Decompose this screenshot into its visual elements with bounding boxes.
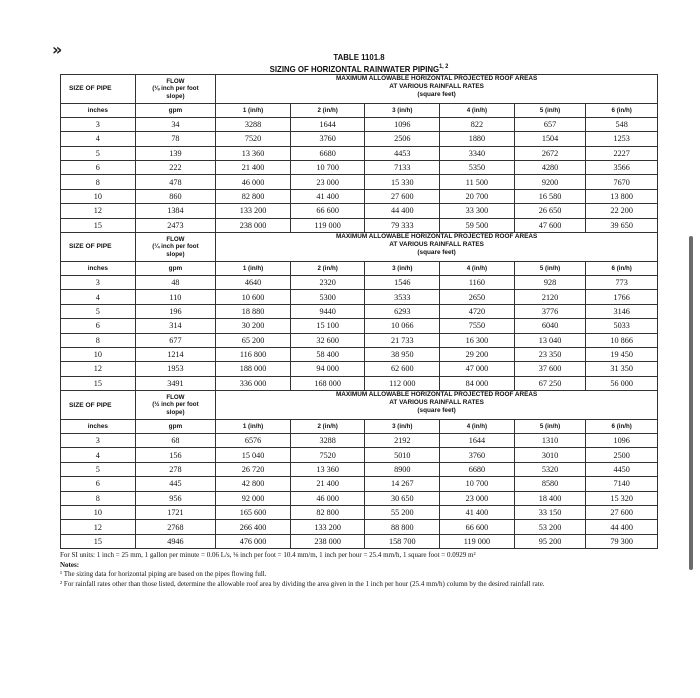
flow-gpm-cell: 2473 [135,218,216,232]
pipe-size-cell: 15 [61,218,136,232]
roof-area-cell: 46 000 [216,175,291,189]
roof-area-cell: 92 000 [216,491,291,505]
roof-area-cell: 21 733 [365,333,440,347]
roof-area-cell: 13 360 [290,462,365,476]
roof-area-cell: 1644 [290,117,365,131]
roof-area-cell: 23 350 [514,347,586,361]
roof-area-cell: 133 200 [216,204,291,218]
rate-header: 1 (in/h) [216,261,291,275]
table-row [61,275,658,289]
roof-area-header [216,74,658,99]
rate-header: 6 (in/h) [586,103,658,117]
area-title-line3: (square feet) [417,90,456,98]
roof-area-cell: 29 200 [440,347,515,361]
roof-area-cell: 4720 [440,304,515,318]
roof-area-cell: 82 800 [216,189,291,203]
area-title-line1: MAXIMUM ALLOWABLE HORIZONTAL PROJECTED ROOF AREAS [335,232,538,240]
roof-area-cell: 266 400 [216,520,291,534]
roof-area-cell: 548 [586,117,658,131]
pipe-size-cell: 12 [61,204,136,218]
roof-area-cell: 928 [514,275,586,289]
roof-area-cell: 238 000 [290,534,365,548]
roof-area-cell: 19 450 [586,347,658,361]
roof-area-cell: 7670 [586,175,658,189]
roof-area-cell: 773 [586,275,658,289]
roof-area-cell: 13 800 [586,189,658,203]
roof-area-cell: 2650 [440,290,515,304]
roof-area-cell: 27 600 [365,189,440,203]
roof-area-cell: 10 600 [216,290,291,304]
roof-area-cell: 47 600 [514,218,586,232]
flow-gpm-cell: 222 [135,161,216,175]
roof-area-cell: 11 500 [440,175,515,189]
table-row [61,132,658,146]
pipe-size-cell: 8 [61,491,136,505]
gpm-header: gpm [135,103,216,117]
roof-area-cell: 4280 [514,161,586,175]
roof-area-cell: 18 400 [514,491,586,505]
roof-area-cell: 79 300 [586,534,658,548]
roof-area-cell: 67 250 [514,376,586,390]
roof-area-cell: 16 580 [514,189,586,203]
collapse-chevron-icon[interactable]: » [52,40,63,59]
flow-slope: (⅛ inch per foot [152,85,199,93]
flow-gpm-cell: 4946 [135,534,216,548]
inches-header: inches [61,420,136,434]
roof-area-cell: 79 333 [365,218,440,232]
roof-area-cell: 65 200 [216,333,291,347]
roof-area-cell: 95 200 [514,534,586,548]
table-row [61,520,658,534]
roof-area-cell: 5320 [514,462,586,476]
roof-area-cell: 15 320 [586,491,658,505]
pipe-size-cell: 12 [61,520,136,534]
flow-gpm-cell: 68 [135,434,216,448]
pipe-size-cell: 8 [61,175,136,189]
flow-gpm-cell: 3491 [135,376,216,390]
roof-area-cell: 26 720 [216,462,291,476]
roof-area-cell: 119 000 [440,534,515,548]
roof-area-cell: 476 000 [216,534,291,548]
pipe-size-cell: 12 [61,362,136,376]
roof-area-cell: 31 350 [586,362,658,376]
roof-area-cell: 822 [440,117,515,131]
section-header-row [61,391,658,416]
table-row [61,218,658,232]
area-title-line2: AT VARIOUS RAINFALL RATES [389,399,484,407]
unit-header-row [61,420,658,434]
rate-header: 2 (in/h) [290,420,365,434]
note-2: ² For rainfall rates other than those listed, determine the allowable roof area by dividing the area given in the 1 inch per hour (25.4 mm/h) column by the desired rainfall rate. [60,579,545,588]
table-row [61,376,658,390]
roof-area-cell: 116 800 [216,347,291,361]
roof-area-cell: 20 700 [440,189,515,203]
roof-area-cell: 1096 [586,434,658,448]
flow-gpm-cell: 314 [135,319,216,333]
roof-area-cell: 4453 [365,146,440,160]
roof-area-cell: 1096 [365,117,440,131]
flow-header [135,74,216,103]
roof-area-cell: 5010 [365,448,440,462]
roof-area-cell: 84 000 [440,376,515,390]
roof-area-cell: 6576 [216,434,291,448]
roof-area-cell: 7133 [365,161,440,175]
rate-header: 4 (in/h) [440,103,515,117]
table-row [61,117,658,131]
roof-area-cell: 2506 [365,132,440,146]
roof-area-cell: 32 600 [290,333,365,347]
flow-gpm-cell: 860 [135,189,216,203]
roof-area-cell: 30 650 [365,491,440,505]
roof-area-cell: 21 400 [216,161,291,175]
roof-area-cell: 3566 [586,161,658,175]
pipe-size-cell: 4 [61,448,136,462]
pipe-size-cell: 6 [61,477,136,491]
flow-label: FLOW [166,393,185,401]
roof-area-header [216,391,658,416]
roof-area-cell: 3760 [440,448,515,462]
roof-area-cell: 112 000 [365,376,440,390]
roof-area-cell: 6040 [514,319,586,333]
section-header-row [61,74,658,99]
roof-area-cell: 66 600 [440,520,515,534]
gpm-header: gpm [135,261,216,275]
flow-label: FLOW [166,235,185,243]
rate-header: 2 (in/h) [290,103,365,117]
roof-area-cell: 62 600 [365,362,440,376]
roof-area-cell: 26 650 [514,204,586,218]
pipe-size-cell: 4 [61,290,136,304]
roof-area-cell: 21 400 [290,477,365,491]
roof-area-cell: 2500 [586,448,658,462]
flow-gpm-cell: 445 [135,477,216,491]
pipe-size-cell: 3 [61,117,136,131]
rate-header: 3 (in/h) [365,103,440,117]
unit-header-row [61,103,658,117]
roof-area-cell: 1644 [440,434,515,448]
roof-area-cell: 42 800 [216,477,291,491]
roof-area-cell: 6680 [440,462,515,476]
flow-header [135,232,216,261]
rate-header: 6 (in/h) [586,420,658,434]
roof-area-cell: 10 700 [440,477,515,491]
roof-area-cell: 14 267 [365,477,440,491]
table-row [61,491,658,505]
roof-area-cell: 44 400 [586,520,658,534]
roof-area-cell: 38 950 [365,347,440,361]
roof-area-cell: 55 200 [365,506,440,520]
rate-header: 5 (in/h) [514,103,586,117]
table-title [84,52,634,74]
roof-area-cell: 3533 [365,290,440,304]
roof-area-cell: 7550 [440,319,515,333]
roof-area-cell: 3760 [290,132,365,146]
roof-area-cell: 15 040 [216,448,291,462]
roof-area-cell: 4640 [216,275,291,289]
roof-area-cell: 88 800 [365,520,440,534]
table-row [61,448,658,462]
roof-area-cell: 13 040 [514,333,586,347]
pipe-size-cell: 15 [61,534,136,548]
table-row [61,304,658,318]
area-title-line2: AT VARIOUS RAINFALL RATES [389,240,484,248]
table-row [61,434,658,448]
flow-gpm-cell: 1721 [135,506,216,520]
flow-gpm-cell: 110 [135,290,216,304]
roof-area-cell: 1766 [586,290,658,304]
pipe-size-cell: 4 [61,132,136,146]
roof-area-cell: 7520 [290,448,365,462]
table-row [61,534,658,548]
roof-area-header [216,232,658,257]
rate-header: 1 (in/h) [216,103,291,117]
roof-area-cell: 66 600 [290,204,365,218]
flow-gpm-cell: 1214 [135,347,216,361]
table-row [61,290,658,304]
gpm-header: gpm [135,420,216,434]
flow-gpm-cell: 139 [135,146,216,160]
flow-gpm-cell: 48 [135,275,216,289]
table-row [61,161,658,175]
roof-area-cell: 1504 [514,132,586,146]
roof-area-cell: 2227 [586,146,658,160]
table-number: TABLE 1101.8 [333,52,385,62]
table-row [61,333,658,347]
size-of-pipe-header: SIZE OF PIPE [61,74,136,103]
size-of-pipe-header: SIZE OF PIPE [61,391,136,420]
roof-area-cell: 16 300 [440,333,515,347]
table-row [61,347,658,361]
roof-area-cell: 7520 [216,132,291,146]
rate-header: 2 (in/h) [290,261,365,275]
pipe-size-cell: 10 [61,347,136,361]
notes-label: Notes: [60,560,80,569]
roof-area-cell: 2120 [514,290,586,304]
pipe-size-cell: 6 [61,161,136,175]
rainwater-sizing-table [60,74,658,549]
unit-header-row [61,261,658,275]
roof-area-cell: 8580 [514,477,586,491]
flow-slope-end: slope) [166,92,185,100]
roof-area-cell: 1253 [586,132,658,146]
roof-area-cell: 46 000 [290,491,365,505]
area-title-line1: MAXIMUM ALLOWABLE HORIZONTAL PROJECTED ROOF AREAS [335,74,538,82]
inches-header: inches [61,103,136,117]
roof-area-cell: 3146 [586,304,658,318]
roof-area-cell: 158 700 [365,534,440,548]
table-row [61,146,658,160]
roof-area-cell: 53 200 [514,520,586,534]
roof-area-cell: 336 000 [216,376,291,390]
roof-area-cell: 47 000 [440,362,515,376]
flow-gpm-cell: 478 [135,175,216,189]
roof-area-cell: 41 400 [290,189,365,203]
flow-gpm-cell: 1953 [135,362,216,376]
pipe-size-cell: 5 [61,462,136,476]
flow-gpm-cell: 278 [135,462,216,476]
roof-area-cell: 8900 [365,462,440,476]
roof-area-cell: 18 880 [216,304,291,318]
roof-area-cell: 6680 [290,146,365,160]
rate-header: 4 (in/h) [440,420,515,434]
flow-slope: (¼ inch per foot [152,243,199,251]
si-units-note: For SI units: 1 inch = 25 mm, 1 gallon per minute = 0.06 L/s, ⅛ inch per foot = 10.4 mm/m, 1 inch per hour = 25.4 mm/h, 1 square foot = 0.0929 m² [60,551,476,560]
roof-area-cell: 30 200 [216,319,291,333]
rate-header: 6 (in/h) [586,261,658,275]
roof-area-cell: 9200 [514,175,586,189]
roof-area-cell: 1546 [365,275,440,289]
scrollbar-thumb[interactable] [689,236,693,570]
roof-area-cell: 56 000 [586,376,658,390]
pipe-size-cell: 15 [61,376,136,390]
flow-gpm-cell: 196 [135,304,216,318]
document-sheet [60,52,658,589]
roof-area-cell: 2672 [514,146,586,160]
roof-area-cell: 3010 [514,448,586,462]
rate-header: 3 (in/h) [365,261,440,275]
roof-area-cell: 2192 [365,434,440,448]
pipe-size-cell: 10 [61,189,136,203]
flow-label: FLOW [166,77,185,85]
roof-area-cell: 5300 [290,290,365,304]
inches-header: inches [61,261,136,275]
roof-area-cell: 2320 [290,275,365,289]
table-row [61,319,658,333]
roof-area-cell: 3776 [514,304,586,318]
table-row [61,362,658,376]
roof-area-cell: 238 000 [216,218,291,232]
pipe-size-cell: 6 [61,319,136,333]
area-title-line3: (square feet) [417,407,456,415]
table-footer [60,551,658,589]
flow-gpm-cell: 34 [135,117,216,131]
roof-area-cell: 10 700 [290,161,365,175]
flow-header [135,391,216,420]
rate-header: 4 (in/h) [440,261,515,275]
roof-area-cell: 41 400 [440,506,515,520]
roof-area-cell: 33 150 [514,506,586,520]
roof-area-cell: 657 [514,117,586,131]
table-row [61,506,658,520]
roof-area-cell: 9440 [290,304,365,318]
flow-gpm-cell: 956 [135,491,216,505]
roof-area-cell: 23 000 [290,175,365,189]
area-title-line3: (square feet) [417,248,456,256]
roof-area-cell: 4450 [586,462,658,476]
roof-area-cell: 3340 [440,146,515,160]
note-1: ¹ The sizing data for horizontal piping are based on the pipes flowing full. [60,570,267,579]
rate-header: 5 (in/h) [514,420,586,434]
roof-area-cell: 119 000 [290,218,365,232]
roof-area-cell: 188 000 [216,362,291,376]
flow-gpm-cell: 156 [135,448,216,462]
table-row [61,477,658,491]
title-superscript: 1, 2 [439,64,449,70]
roof-area-cell: 33 300 [440,204,515,218]
roof-area-cell: 15 330 [365,175,440,189]
table-row [61,189,658,203]
pipe-size-cell: 5 [61,304,136,318]
table-caption: SIZING OF HORIZONTAL RAINWATER PIPING$^{1, 2}$ [269,63,449,74]
table-row [61,175,658,189]
roof-area-cell: 37 600 [514,362,586,376]
section-header-row [61,232,658,257]
roof-area-cell: 13 360 [216,146,291,160]
roof-area-cell: 94 000 [290,362,365,376]
roof-area-cell: 3288 [290,434,365,448]
roof-area-cell: 58 400 [290,347,365,361]
roof-area-cell: 7140 [586,477,658,491]
roof-area-cell: 23 000 [440,491,515,505]
roof-area-cell: 44 400 [365,204,440,218]
pipe-size-cell: 8 [61,333,136,347]
flow-gpm-cell: 78 [135,132,216,146]
roof-area-cell: 1160 [440,275,515,289]
table-row [61,204,658,218]
roof-area-cell: 168 000 [290,376,365,390]
roof-area-cell: 10 066 [365,319,440,333]
table-row [61,462,658,476]
flow-slope-end: slope) [166,408,185,416]
roof-area-cell: 5350 [440,161,515,175]
rate-header: 3 (in/h) [365,420,440,434]
roof-area-cell: 27 600 [586,506,658,520]
flow-gpm-cell: 2768 [135,520,216,534]
pipe-size-cell: 3 [61,275,136,289]
pipe-size-cell: 3 [61,434,136,448]
roof-area-cell: 6293 [365,304,440,318]
pipe-size-cell: 10 [61,506,136,520]
flow-gpm-cell: 1384 [135,204,216,218]
roof-area-cell: 3288 [216,117,291,131]
flow-gpm-cell: 677 [135,333,216,347]
roof-area-cell: 39 650 [586,218,658,232]
flow-slope-end: slope) [166,250,185,258]
flow-slope: (½ inch per foot [152,401,199,409]
rate-header: 5 (in/h) [514,261,586,275]
rate-header: 1 (in/h) [216,420,291,434]
roof-area-cell: 5033 [586,319,658,333]
roof-area-cell: 165 600 [216,506,291,520]
roof-area-cell: 133 200 [290,520,365,534]
roof-area-cell: 59 500 [440,218,515,232]
roof-area-cell: 22 200 [586,204,658,218]
area-title-line2: AT VARIOUS RAINFALL RATES [389,82,484,90]
roof-area-cell: 15 100 [290,319,365,333]
roof-area-cell: 82 800 [290,506,365,520]
roof-area-cell: 10 866 [586,333,658,347]
area-title-line1: MAXIMUM ALLOWABLE HORIZONTAL PROJECTED ROOF AREAS [335,391,538,399]
roof-area-cell: 1880 [440,132,515,146]
pipe-size-cell: 5 [61,146,136,160]
size-of-pipe-header: SIZE OF PIPE [61,232,136,261]
roof-area-cell: 1310 [514,434,586,448]
